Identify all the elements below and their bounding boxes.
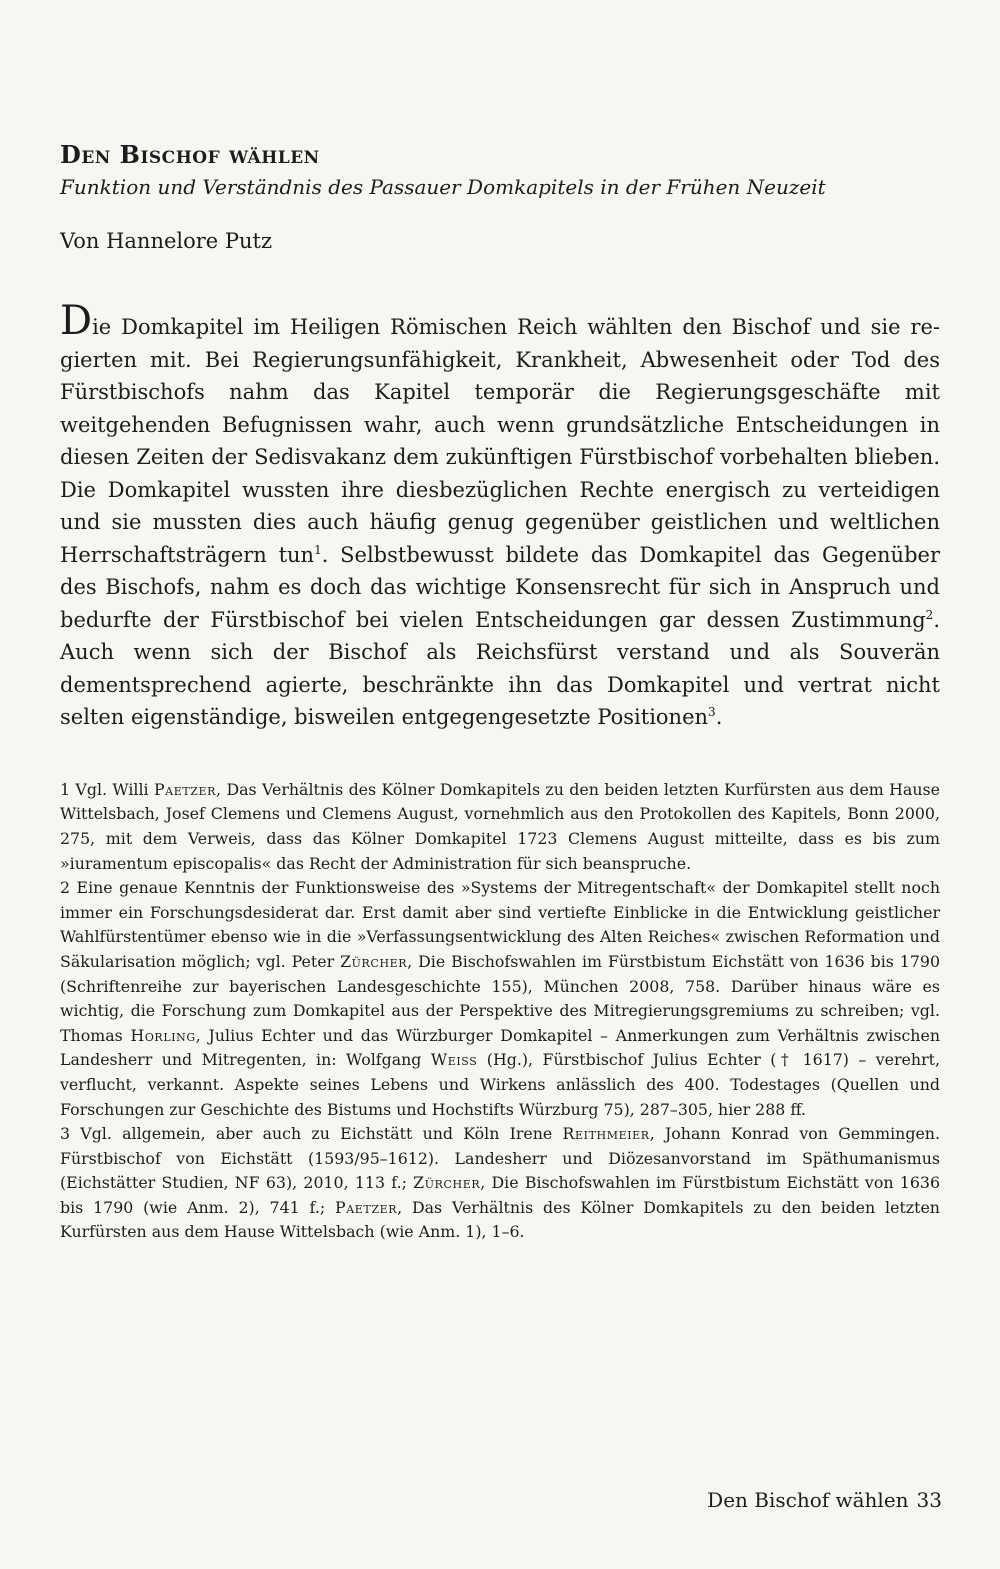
footnotes-section (60, 778, 940, 1245)
footnote-2 (60, 876, 940, 1122)
footnote-2-text-e: , Julius Echter und das Würzburger Domkapitel – Anmerkungen zum Verhältnis zwischen Landesherr und Mitregenten, in: Wolfgang (60, 1025, 941, 1070)
footnote-ref-3[interactable]: 3 (708, 705, 716, 720)
footnote-1 (60, 778, 940, 876)
footnote-3-author-2: Zürcher (413, 1173, 481, 1193)
main-paragraph (60, 298, 940, 734)
footnote-2-author-3: Weiss (430, 1050, 478, 1070)
paragraph-part-4: . (715, 705, 723, 730)
footnote-2-text-g: (Hg.), Fürstbischof Julius Echter († 1617) – verehrt, verflucht, verkannt. Aspekte seines Lebens und Wirkens anlässlich des 400. Todestages (Quellen und Forschungen zur Geschichte des Bistums und Hochstifts Würzburg 75), 287–305, hier 288 ff. (60, 1050, 940, 1119)
page-number: 33 (916, 1488, 942, 1512)
footnote-3-text-e: , Die Bischofswahlen im Fürstbistum Eichstätt von 1636 bis 1790 (wie Anm. 2), 741 f.; (60, 1173, 940, 1217)
footnote-3-text-a: 3 Vgl. allgemein, aber auch zu Eichstätt und Köln Irene (60, 1124, 563, 1144)
running-title: Den Bischof wählen (707, 1488, 909, 1512)
author-line: Von Hannelore Putz (60, 229, 273, 253)
chapter-title: Den Bischof wählen (60, 140, 320, 169)
page-footer (707, 1488, 942, 1512)
paragraph-part-3: . Auch wenn sich der Bischof als Reichsfürst verstand und als Souverän dementsprechend agierte, beschränkte ihn das Domkapitel und vertrat nicht selten eigenständige, bisweilen entgegengesetzte Positionen (60, 607, 940, 730)
footnote-1-text-c: , Das Verhältnis des Kölner Domkapitels zu den beiden letzten Kurfürsten aus dem Hause Wittelsbach, Josef Clemens und Clemens August, vornehmlich aus den Protokollen des Kapitels, Bonn 2000, 275, mit dem Verweis, dass das Kölner Domkapitel 1723 Clemens August mitteilte, dass es bis zum »iuramentum episcopalis« das Recht der Administration für sich beanspruche. (60, 779, 940, 873)
paragraph-part-2: . Selbstbewusst bildete das Domkapitel das Gegenüber des Bischofs, nahm es doch das wichtige Konsensrecht für sich in Anspruch und bedurfte der Fürstbischof bei vielen Entscheidungen gar dessen Zustimmung (60, 542, 940, 632)
drop-cap: D (60, 298, 93, 345)
footnote-1-author: Paetzer (153, 779, 217, 799)
footnote-2-author-2: Horling (130, 1025, 196, 1045)
footnote-2-text-c: , Die Bischofswahlen im Fürstbistum Eichstätt von 1636 bis 1790 (Schriftenreihe zur bayerischen Landesgeschichte 155), München 2008, 758. Darüber hinaus wäre es wichtig, die Forschung zum Domkapitel aus der Perspektive des Mitregierungsgremiums zu schreiben; vgl. Thomas (60, 951, 940, 1045)
footnote-2-text-a: 2 Eine genaue Kenntnis der Funktionsweise des »Systems der Mitregentschaft« der Domkapitel stellt noch immer ein Forschungsdesiderat dar. Erst damit aber sind vertiefte Einblicke in die Entwicklung geistlicher Wahlfürstentümer ebenso wie in die »Verfassungsentwicklung des Alten Reiches« zwischen Reformation und Säkularisation möglich; vgl. Peter (60, 878, 940, 971)
footnote-3-author-1: Reithmeier (562, 1124, 650, 1144)
page-content (60, 140, 940, 1245)
chapter-subtitle: Funktion und Verständnis des Passauer Domkapitels in der Frühen Neuzeit (60, 175, 826, 199)
footnote-3-author-3: Paetzer (335, 1197, 398, 1217)
footnote-2-author-1: Zürcher (340, 951, 408, 971)
footnote-3-text-g: , Das Verhältnis des Kölner Domkapitels zu den beiden letzten Kurfürsten aus dem Hause Wittelsbach (wie Anm. 1), 1–6. (60, 1197, 940, 1242)
paragraph-part-1: ie Domkapitel im Heiligen Römischen Reich wählten den Bischof und sie regierten mit. Bei Regierungsunfähigkeit, Krankheit, Abwesenheit oder Tod des Fürstbischofs nahm das Kapitel temporär die Regierungsgeschäfte mit weitgehenden Befugnissen wahr, auch wenn grundsätzliche Entscheidungen in diesen Zeiten der Sedisvakanz dem zukünftigen Fürstbischof vorbehalten blieben. Die Domkapitel wussten ihre diesbezüglichen Rechte energisch zu verteidigen und sie mussten dies auch häufig genug gegenüber geistlichen und weltlichen Herrschaftsträgern tun (60, 315, 940, 567)
footnote-3-text-c: , Johann Konrad von Gemmingen. Fürstbischof von Eichstätt (1593/95–1612). Landesherr und Diözesanvorstand im Späthumanismus (Eichstätter Studien, NF 63), 2010, 113 f.; (60, 1124, 940, 1193)
footnote-ref-2[interactable]: 2 (925, 607, 934, 622)
footnote-ref-1[interactable]: 1 (314, 542, 322, 557)
footnote-1-text-a: 1 Vgl. Willi (60, 779, 154, 799)
footnote-3 (60, 1122, 940, 1245)
